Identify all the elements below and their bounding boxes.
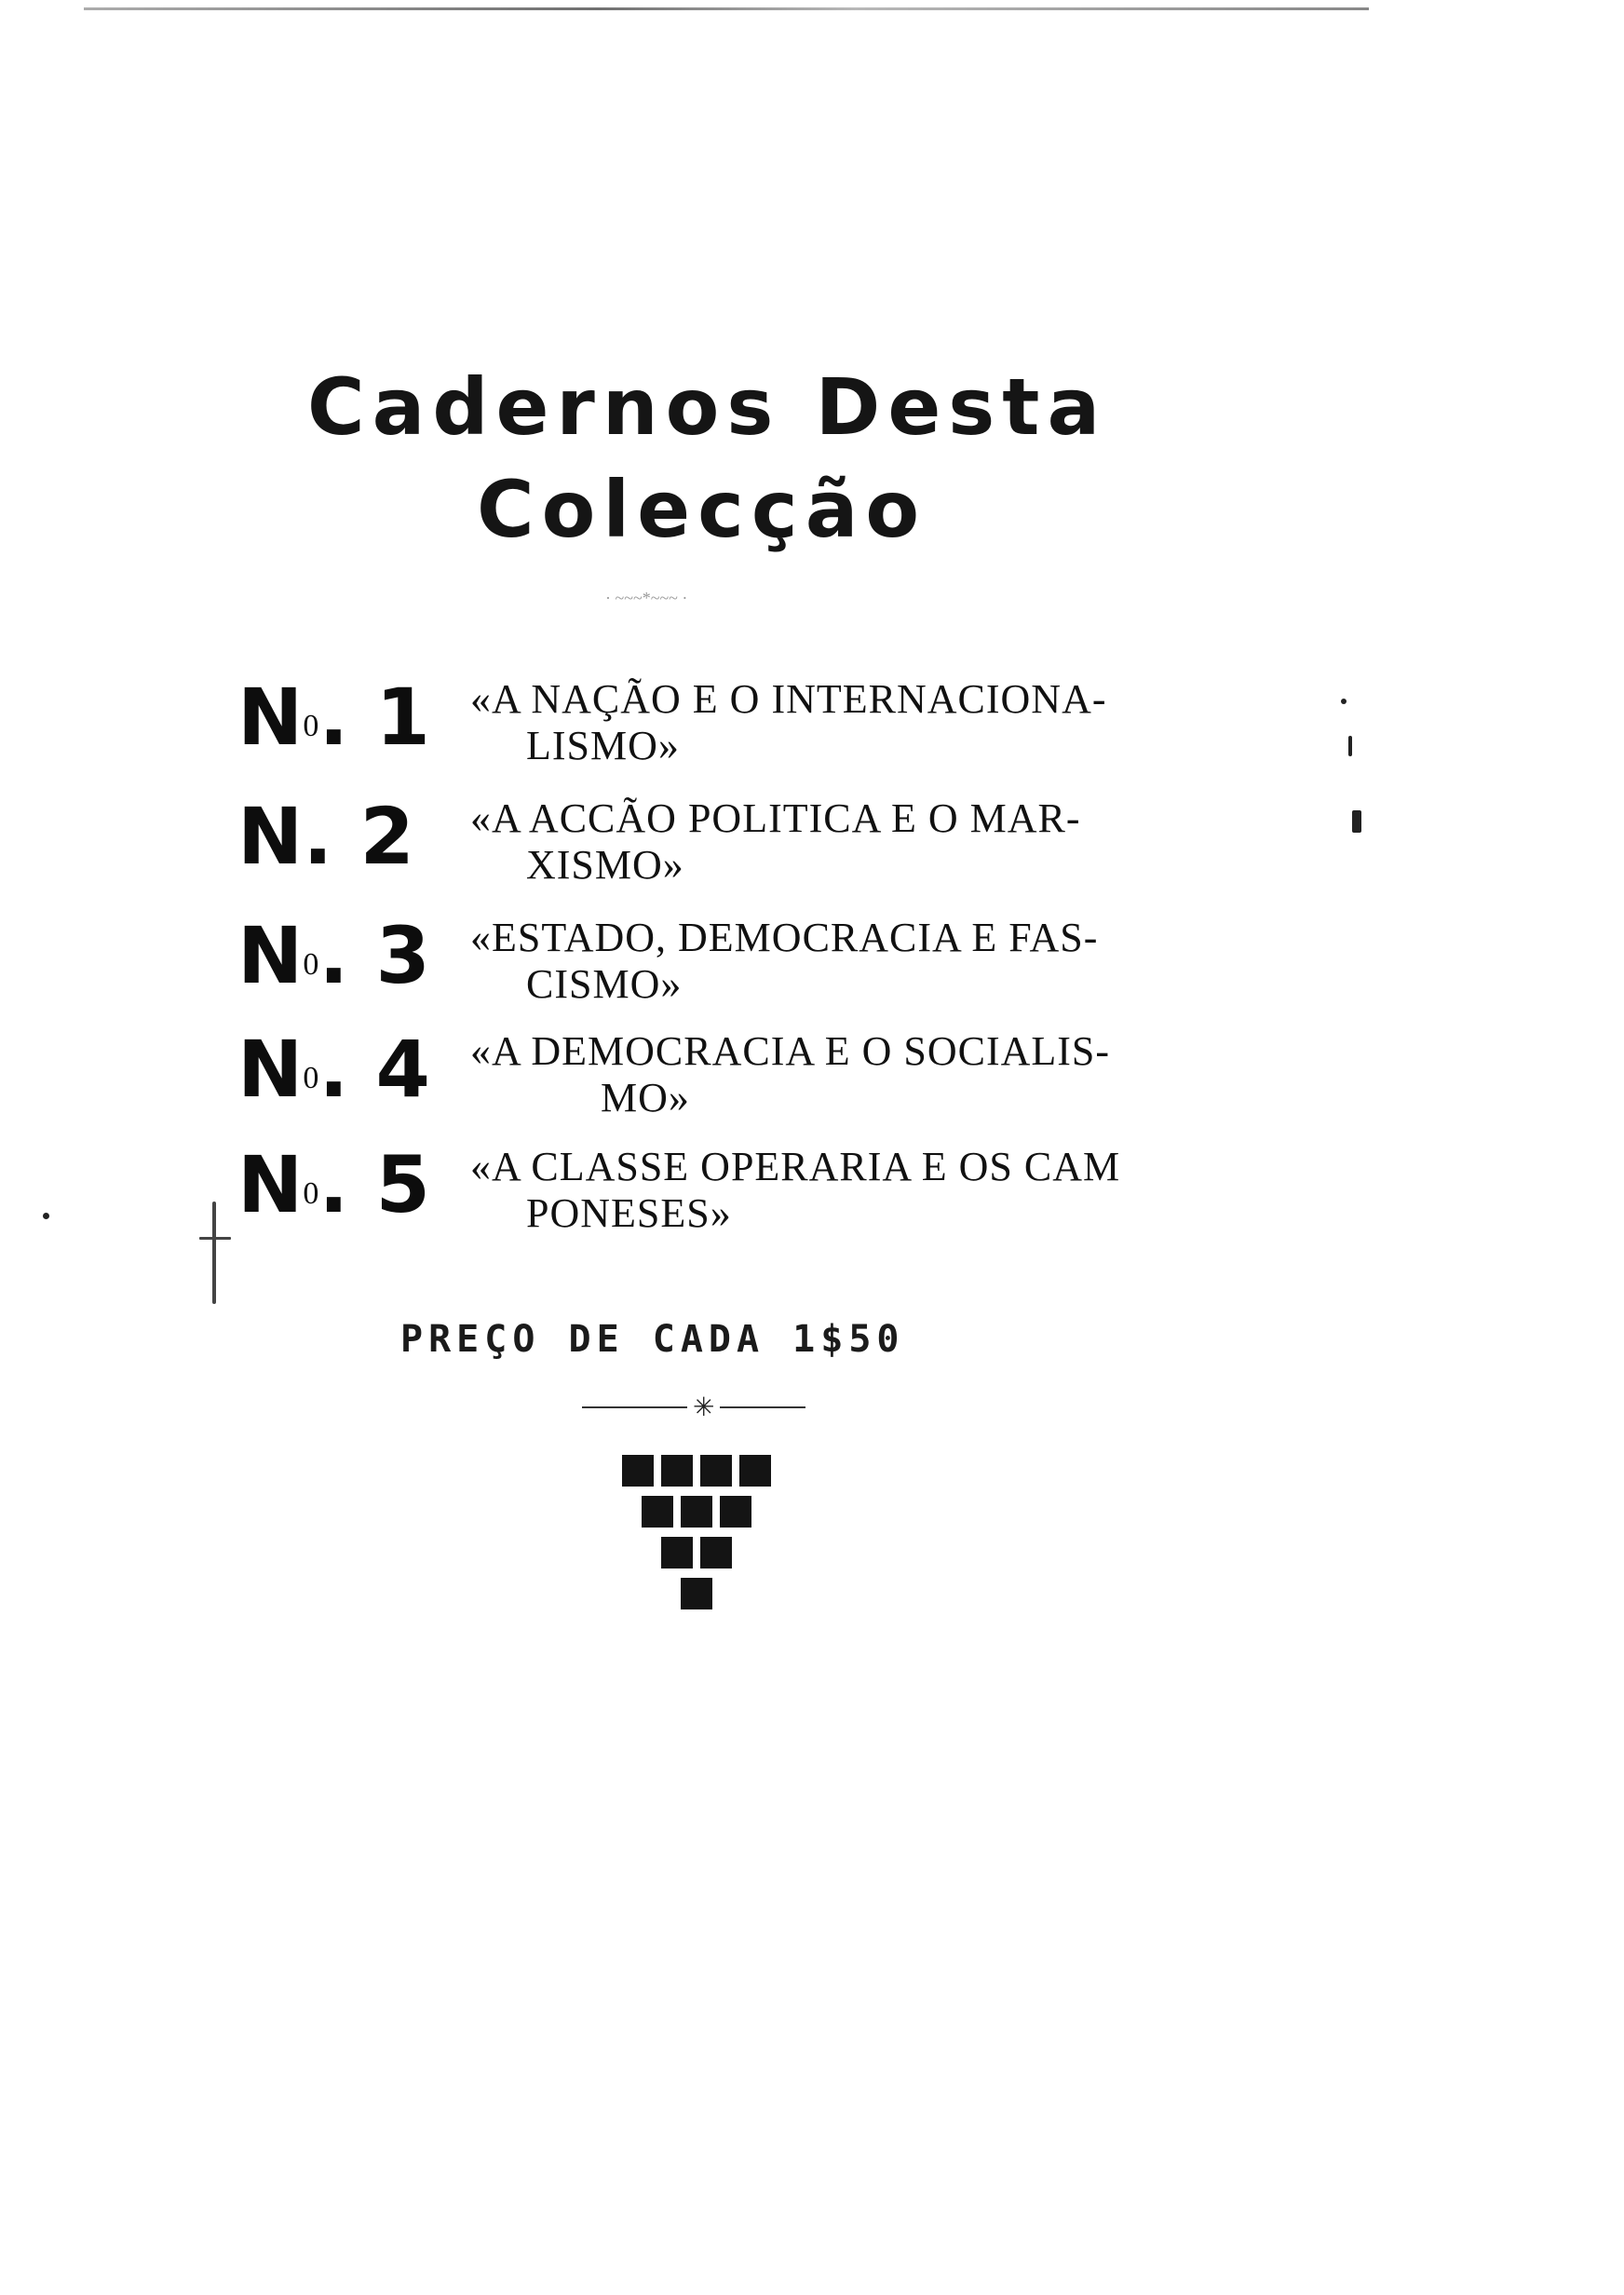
list-item <box>237 671 1225 792</box>
print-speck <box>1341 699 1347 704</box>
top-edge-rule <box>84 7 1369 10</box>
logo-block <box>700 1537 732 1568</box>
entry-title <box>470 795 1081 889</box>
entry-number: N. 2 <box>237 791 414 882</box>
title-ornament: · ~~~*~~~ · <box>605 589 688 607</box>
entry-title-line1: «A NAÇÃO E O INTERNACIONA- <box>470 676 1107 722</box>
entry-title <box>470 1144 1120 1237</box>
list-item <box>237 1138 1225 1259</box>
page-title-line1: Cadernos Desta <box>307 361 1108 453</box>
logo-block <box>661 1455 693 1487</box>
logo-block <box>739 1455 771 1487</box>
entry-title-line2: MO» <box>601 1075 690 1120</box>
print-speck <box>1352 810 1361 833</box>
entry-title-line1: «A ACCÃO POLITICA E O MAR- <box>470 795 1081 841</box>
divider-star-icon: ✳ <box>687 1392 720 1423</box>
logo-block <box>720 1496 751 1528</box>
entry-title-line1: «ESTADO, DEMOCRACIA E FAS- <box>470 915 1099 960</box>
entry-title-line2: XISMO» <box>526 842 684 888</box>
print-speck <box>43 1213 49 1219</box>
logo-block <box>700 1455 732 1487</box>
entry-title <box>470 1028 1110 1121</box>
logo-block <box>681 1578 712 1609</box>
print-speck <box>199 1237 231 1240</box>
publisher-logo <box>622 1455 790 1641</box>
list-item <box>237 909 1225 1030</box>
entry-number: $N^0$. 3 <box>237 910 430 1001</box>
entry-title-line1: «A CLASSE OPERARIA E OS CAM <box>470 1144 1121 1189</box>
page-title-line2: Colecção <box>477 464 927 555</box>
entry-number: $N^0$. 5 <box>237 1139 430 1230</box>
entry-title <box>470 915 1098 1008</box>
entry-title <box>470 676 1107 769</box>
entry-title-line1: «A DEMOCRACIA E O SOCIALIS- <box>470 1028 1111 1074</box>
entry-title-line2: CISMO» <box>526 961 683 1007</box>
logo-block <box>622 1455 654 1487</box>
entry-number: $N^0$. 4 <box>237 1024 430 1115</box>
logo-block <box>661 1537 693 1568</box>
list-item <box>237 790 1225 911</box>
print-speck <box>1348 736 1352 756</box>
logo-block <box>642 1496 673 1528</box>
print-speck <box>212 1202 216 1304</box>
price-line: PREÇO DE CADA 1$50 <box>400 1318 905 1361</box>
entry-title-line2: PONESES» <box>526 1190 732 1236</box>
entry-title-line2: LISMO» <box>526 723 680 768</box>
logo-block <box>681 1496 712 1528</box>
entry-number: $N^0$. 1 <box>237 672 430 763</box>
list-item <box>237 1023 1225 1144</box>
